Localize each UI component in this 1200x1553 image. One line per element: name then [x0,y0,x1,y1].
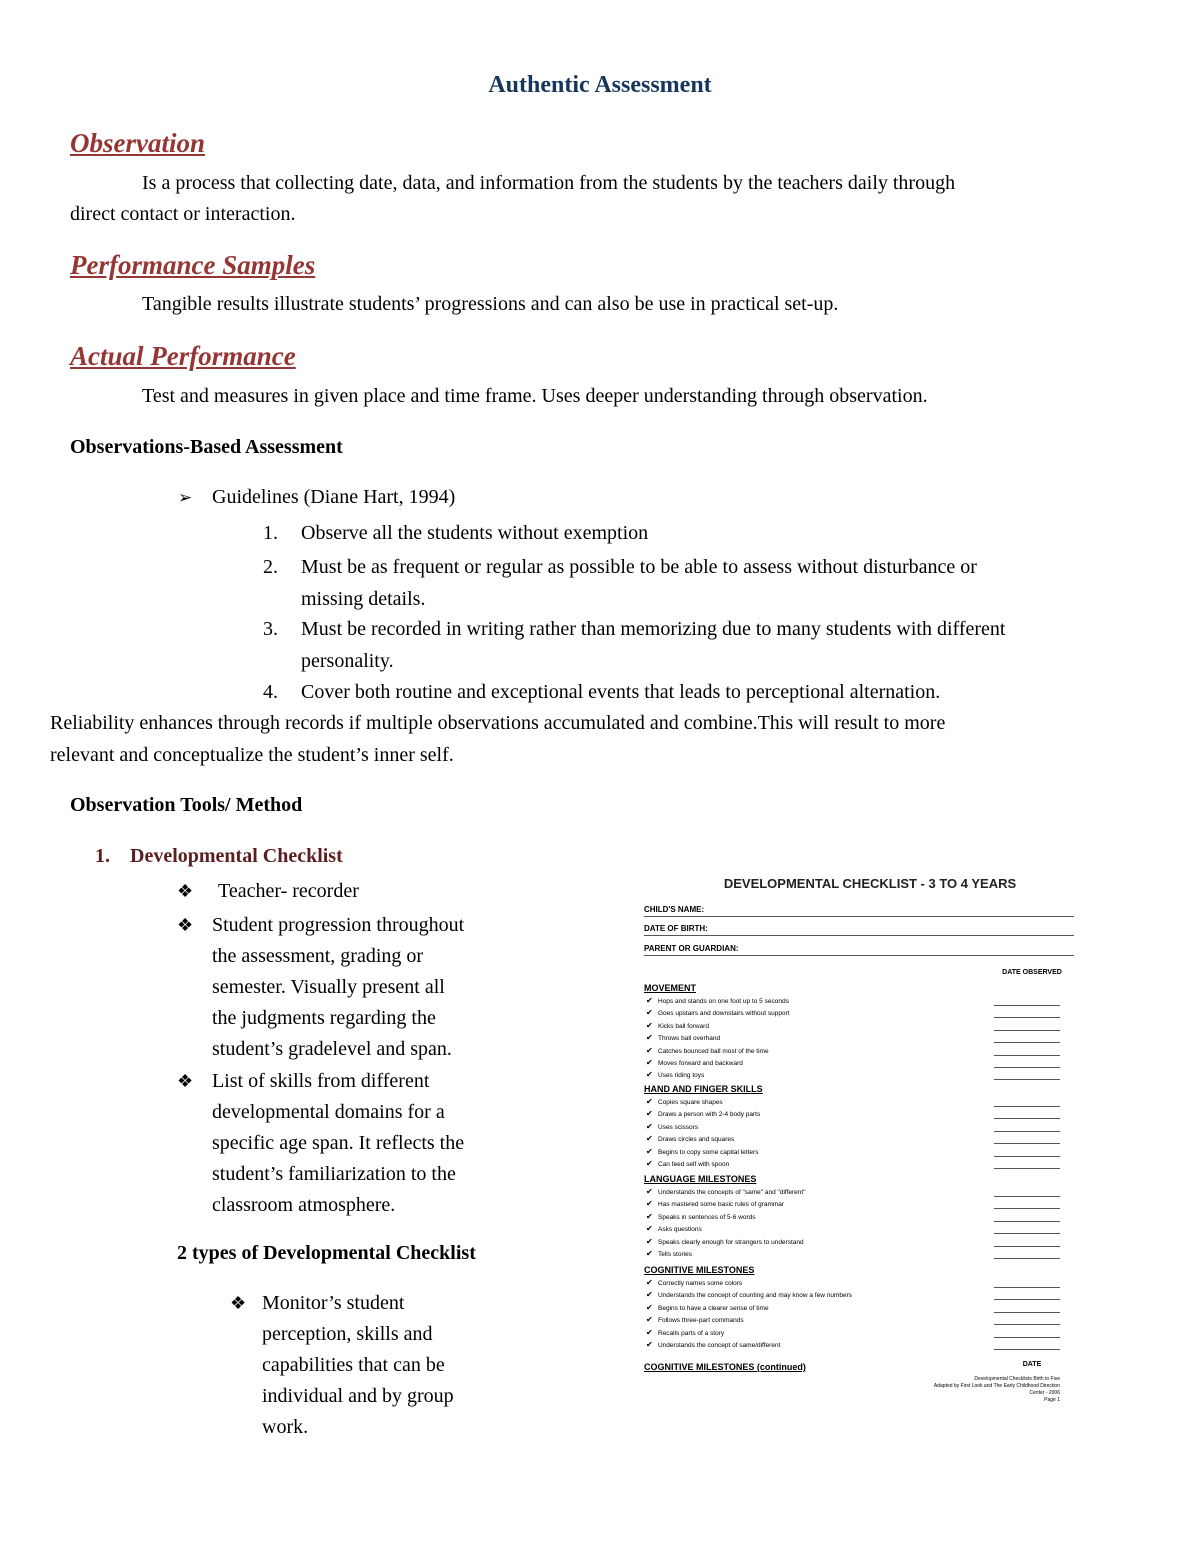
date-line [994,1287,1060,1288]
bullet-line: the assessment, grading or [212,945,424,967]
footer-line: Adapted by First Look and The Early Childhood Direction Center - 2006 [933,1383,1060,1396]
checklist-item [646,1070,704,1081]
guidelines-label: Guidelines (Diane Hart, 1994) [212,486,456,508]
field-parent-guardian: PARENT OR GUARDIAN: [644,943,1074,956]
bullet-line: perception, skills and [262,1323,433,1345]
checklist-item-label: Uses riding toys [658,1072,705,1080]
checklist-item [646,1278,742,1289]
checklist-item [646,1340,780,1351]
checkmark-icon: ✔ [646,1211,653,1221]
checklist-item [646,1008,790,1019]
date-line [994,1233,1060,1234]
checkmark-icon: ✔ [646,1290,653,1300]
checklist-item-label: Draws a person with 2-4 body parts [658,1111,761,1119]
page-title: Authentic Assessment [488,72,712,98]
checklist-item [646,1328,724,1339]
bullet-line: semester. Visually present all [212,976,445,998]
bullet-line: Student progression throughout [212,914,465,936]
checklist-item-label: Asks questions [658,1226,702,1234]
item-text: Cover both routine and exceptional events that leads to perceptional alternation. [301,681,941,703]
checklist-item [646,1224,702,1235]
checkmark-icon: ✔ [646,1134,653,1144]
bullet-line: work. [262,1416,309,1438]
checkmark-icon: ✔ [646,1187,653,1196]
sub-heading-developmental-checklist: Developmental Checklist [130,845,343,867]
date-line [994,1349,1060,1350]
heading-performance-samples: Performance Samples [70,250,316,280]
date-header-2: DATE [1022,1361,1042,1368]
bullet-line: specific age span. It reflects the [212,1132,465,1154]
date-line [994,1067,1060,1068]
checklist-item-label: Goes upstairs and downstairs without support [658,1010,790,1018]
checklist-item [646,1199,784,1210]
checklist-item [646,996,789,1007]
checkmark-icon: ✔ [646,1340,653,1349]
checkmark-icon: ✔ [646,1109,653,1119]
date-line [994,1168,1060,1169]
checklist-item [646,1097,723,1108]
diamond-bullet-icon: ❖ [177,1071,194,1091]
types-bullet-block [262,1288,512,1443]
date-line [994,1005,1060,1006]
checkmark-icon: ✔ [646,1008,653,1018]
checklist-item [646,1134,734,1145]
date-line [994,1042,1060,1043]
checkmark-icon: ✔ [646,1159,653,1168]
checklist-item-label: Kicks ball forward [658,1022,709,1030]
observation-text-1: Is a process that collecting date, data, and information from the students by the teachers daily through [142,172,956,194]
checklist-item-label: Copies square shapes [658,1099,723,1106]
date-observed-header: DATE OBSERVED [1002,969,1062,976]
item-number: 2. [263,556,278,578]
checkmark-icon: ✔ [646,1249,653,1258]
heading-actual-performance: Actual Performance [70,341,296,371]
bullet-line: student’s gradelevel and span. [212,1038,452,1060]
checklist-item [646,1058,743,1069]
bullet-line: List of skills from different [212,1070,430,1092]
checklist-item [646,1109,760,1120]
checklist-section-title: HAND AND FINGER SKILLS [644,1084,763,1094]
date-line [994,1337,1060,1338]
checklist-section-title: LANGUAGE MILESTONES [644,1174,757,1184]
item-text-cont: personality. [301,650,394,672]
date-line [994,1221,1060,1222]
bullet-line: student’s familiarization to the [212,1163,456,1185]
diamond-bullet-icon: ❖ [177,881,194,901]
item-number: 4. [263,681,278,703]
item-text: Must be recorded in writing rather than memorizing due to many students with different [301,618,1006,640]
checkmark-icon: ✔ [646,1315,653,1325]
checklist-item-label: Recalls parts of a story [658,1329,725,1337]
item-number: 3. [263,618,278,640]
bullet-text: Teacher- recorder [218,880,359,902]
bullet-line: individual and by group [262,1385,454,1407]
checklist-footer [930,1376,1060,1404]
sub-heading-number: 1. [95,845,110,867]
checkmark-icon: ✔ [646,1302,653,1312]
date-line [994,1017,1060,1018]
checkmark-icon: ✔ [646,1236,653,1246]
checklist-item-label: Moves forward and backward [658,1060,743,1067]
checklist-item-label: Catches bounced ball most of the time [658,1047,769,1055]
date-line [994,1055,1060,1056]
checklist-item-label: Throws ball overhand [658,1035,721,1043]
arrow-bullet-icon: ➢ [178,488,193,507]
checklist-item-label: Begins to have a clearer sense of time [658,1304,769,1312]
checklist-item [646,1249,692,1260]
checklist-item-label: Has mastered some basic rules of grammar [658,1201,785,1209]
checkmark-icon: ✔ [646,1045,653,1055]
checkmark-icon: ✔ [646,1278,653,1287]
checklist-item [646,1159,729,1170]
checkmark-icon: ✔ [646,1146,653,1156]
heading-types: 2 types of Developmental Checklist [177,1242,476,1264]
observation-text-2: direct contact or interaction. [70,203,296,225]
checklist-item-label: Understands the concept of same/different [658,1342,781,1349]
date-line [994,1258,1060,1259]
date-line [994,1143,1060,1144]
field-date-of-birth: DATE OF BIRTH: [644,923,1074,936]
date-line [994,1131,1060,1132]
bullet-text-block [212,1066,512,1221]
date-line [994,1156,1060,1157]
checkmark-icon: ✔ [646,1224,653,1234]
checkmark-icon: ✔ [646,1020,653,1030]
checklist-item-label: Uses scissors [658,1123,699,1131]
checklist-item [646,1303,769,1314]
actual-performance-text: Test and measures in given place and time frame. Uses deeper understanding through observation. [142,385,928,407]
item-text-cont: missing details. [301,588,426,610]
bullet-line: developmental domains for a [212,1101,445,1123]
reliability-text-2: relevant and conceptualize the student’s inner self. [50,744,454,766]
checkmark-icon: ✔ [646,1327,653,1337]
date-line [994,1106,1060,1107]
checklist-item [646,1237,804,1248]
checklist-image [630,868,1110,1418]
checkmark-icon: ✔ [646,996,653,1005]
checklist-item-label: Can feed self with spoon [658,1161,730,1168]
date-line [994,1312,1060,1313]
checklist-item-label: Speaks in sentences of 5-6 words [658,1213,756,1221]
section-cognitive-continued: COGNITIVE MILESTONES (continued) [644,1362,806,1372]
checklist-item [646,1315,744,1326]
types-line-1: Monitor’s student [262,1292,405,1314]
checklist-item-label: Tells stories [658,1251,692,1258]
checklist-item-label: Begins to copy some capital letters [658,1148,759,1156]
item-text: Must be as frequent or regular as possible to be able to assess without disturbance or [301,556,977,578]
bullet-line [262,1288,512,1319]
checklist-item [646,1290,852,1301]
checklist-item [646,1122,698,1133]
heading-observations-based: Observations-Based Assessment [70,436,343,458]
checklist-item-label: Correctly names some colors [658,1280,743,1287]
checklist-item [646,1147,758,1158]
checklist-item-label: Hops and stands on one foot up to 5 seconds [658,998,789,1005]
checklist-item-label: Follows three-part commands [658,1317,744,1325]
date-line [994,1079,1060,1080]
checklist-title: DEVELOPMENTAL CHECKLIST - 3 TO 4 YEARS [723,876,1017,891]
checkmark-icon: ✔ [646,1097,653,1106]
date-line [994,1118,1060,1119]
footer-line: Developmental Checklists Birth to Five [974,1376,1060,1382]
date-line [994,1030,1060,1031]
bullet-line: capabilities that can be [262,1354,445,1376]
checklist-item-label: Draws circles and squares [658,1136,735,1144]
checklist-item [646,1033,720,1044]
date-line [994,1246,1060,1247]
footer-line: Page 1 [1044,1397,1060,1403]
heading-observation-tools: Observation Tools/ Method [70,794,303,816]
checkmark-icon: ✔ [646,1058,653,1067]
date-line [994,1196,1060,1197]
checklist-item [646,1187,806,1198]
field-childs-name: CHILD'S NAME: [644,904,1074,917]
checklist-item [646,1212,756,1223]
item-text: Observe all the students without exemption [301,522,649,544]
diamond-bullet-icon: ❖ [177,915,194,935]
bullet-text-block [212,910,512,1065]
checklist-item-label: Understands the concepts of "same" and "different" [658,1189,806,1196]
date-line [994,1208,1060,1209]
date-line [994,1299,1060,1300]
checklist-item-label: Speaks clearly enough for strangers to understand [658,1238,804,1246]
checklist-section-title: COGNITIVE MILESTONES [644,1265,755,1275]
checkmark-icon: ✔ [646,1121,653,1131]
item-number: 1. [263,522,278,544]
checkmark-icon: ✔ [646,1033,653,1043]
checklist-section-title: MOVEMENT [644,983,697,993]
date-line [994,1324,1060,1325]
reliability-text-1: Reliability enhances through records if multiple observations accumulated and combine.This will result to more [50,712,946,734]
performance-samples-text: Tangible results illustrate students’ progressions and can also be use in practical set-up. [142,293,839,315]
checklist-item [646,1046,769,1057]
checkmark-icon: ✔ [646,1070,653,1080]
checklist-item-label: Understands the concept of counting and may know a few numbers [658,1292,853,1300]
diamond-bullet-icon: ❖ [230,1293,247,1313]
checklist-item [646,1021,709,1032]
heading-observation: Observation [70,128,205,158]
bullet-line: classroom atmosphere. [212,1194,396,1216]
bullet-line: the judgments regarding the [212,1007,436,1029]
checkmark-icon: ✔ [646,1199,653,1209]
